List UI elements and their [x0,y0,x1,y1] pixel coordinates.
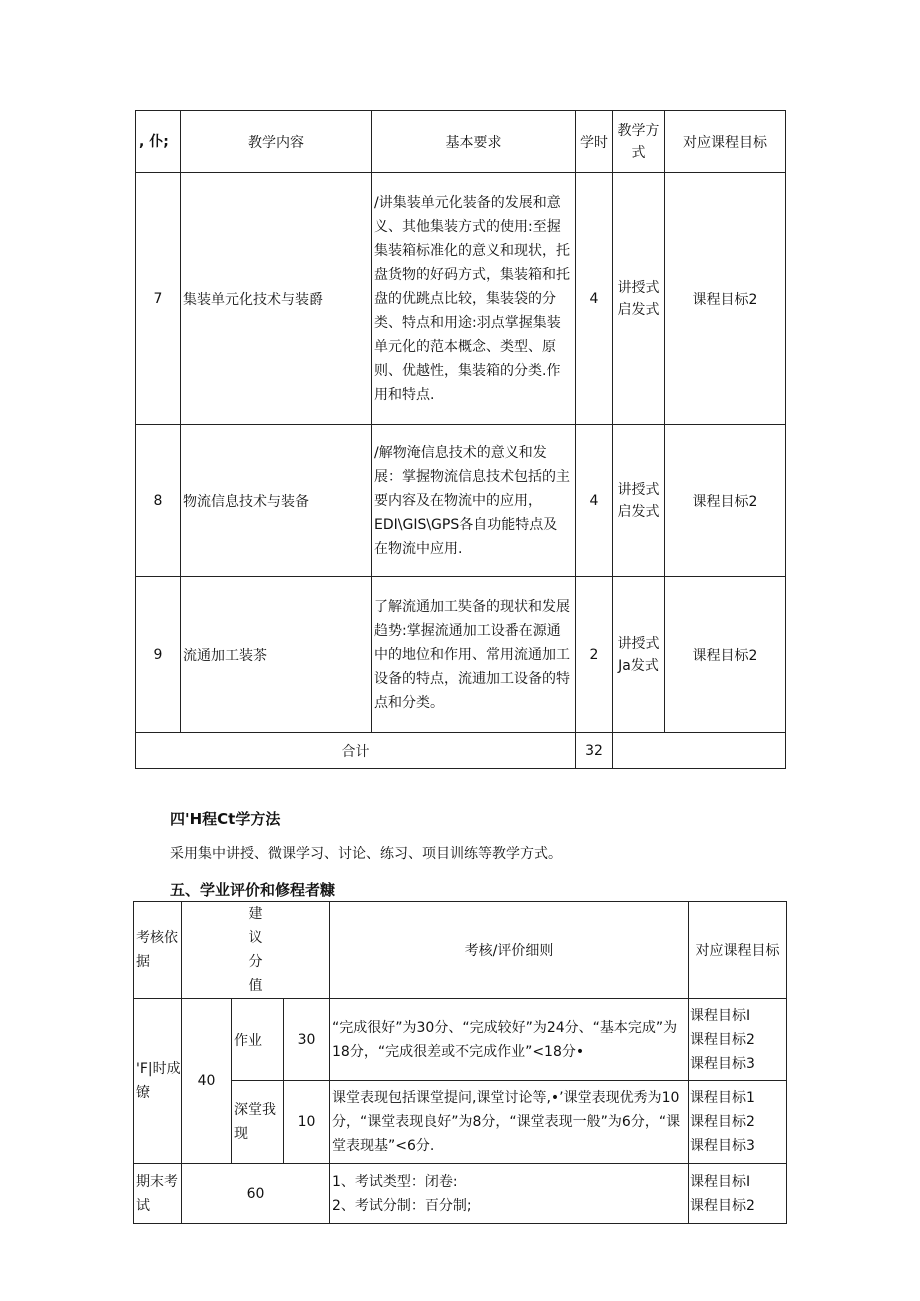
teaching-content: 集装单元化技术与装爵 [181,173,372,425]
section5-heading: 五、学业评价和修程者糠 [170,881,336,899]
item-score: 10 [284,1081,330,1164]
basic-requirements: 了解流通加工奘备的现状和发展趋势:掌握流通加工设番在源通中的地位和作用、常用流通加工设备的特点，流逋加工设备的特点和分类。 [372,577,576,733]
goal-line: 课程目标1 [690,1090,755,1106]
assessment-table [133,901,787,1224]
table-row [134,999,787,1081]
final-exam-label: 期末考试 [134,1164,182,1224]
table-row [136,577,786,733]
final-exam-score: 60 [182,1164,330,1224]
teaching-content: 物流信息技术与装备 [181,425,372,577]
goal-line: 课程目标3 [690,1055,755,1072]
final-exam-goals [689,1164,787,1224]
basic-requirements: /解物淹信息技术的意义和发展：掌握物流信息技术包括的主要内容及在物流中的应用，EDI\GIS\GPS各自功能特点及在物流中应用. [372,425,576,577]
total-empty-cell [613,733,786,769]
regular-grade-score: 40 [182,999,232,1164]
item-detail: “完成很好”为30分、“完成较好”为24分、“基本完成”为18分，“完成很差或不完成作业”<18分• [330,999,689,1081]
goal-line: 课程目标2 [690,1031,755,1048]
table-header-row [136,111,786,173]
item-goals [689,999,787,1081]
score-header: 建议分值 [182,902,330,999]
detail-line: 2、考试分制：百分制; [332,1197,472,1214]
table-row [134,1081,787,1164]
course-content-table [135,110,786,769]
teaching-content: 流通加工装茶 [181,577,372,733]
course-goal: 课程目标2 [665,173,786,425]
table-row [136,173,786,425]
index-header: , 仆; [136,111,181,173]
method-header: 教学方式 [613,111,665,173]
course-goal: 课程目标2 [665,577,786,733]
row-number: 9 [136,577,181,733]
requirements-header: 基本要求 [372,111,576,173]
table-row [136,425,786,577]
table-header-row [134,902,787,999]
goal-header: 对应课程目标 [665,111,786,173]
course-goal: 课程目标2 [665,425,786,577]
total-row [136,733,786,769]
basic-requirements: /讲集装单元化装备的发展和意义、其他集装方式的使用:至握集装箱标准化的意义和现状，托盘货物的好码方式，集装箱和托盘的优跳点比较，集装袋的分类、特点和用途:羽点掌握集装单元化的范本概念、类型、原则、优越性，集装箱的分类.作用和特点. [372,173,576,425]
item-name: 作业 [232,999,284,1081]
goal-line: 课程目标3 [690,1138,755,1154]
hours: 4 [576,425,613,577]
teaching-method: 讲授式启发式 [613,425,665,577]
teaching-method: 讲授式启发式 [613,173,665,425]
hours: 4 [576,173,613,425]
hours: 2 [576,577,613,733]
final-exam-detail [330,1164,689,1224]
table-row [134,1164,787,1224]
goal-line: 课程目标2 [690,1197,755,1214]
detail-line: 1、考试类型：闭卷: [332,1173,458,1190]
row-number: 8 [136,425,181,577]
goal-header: 对应课程目标 [689,902,787,999]
total-hours: 32 [576,733,613,769]
basis-header: 考核依据 [134,902,182,999]
section4-heading: 四'H程Ct学方法 [170,810,281,828]
item-goals [689,1081,787,1164]
goal-line: 课程目标I [690,1173,751,1190]
row-number: 7 [136,173,181,425]
detail-header: 考核/评价细则 [330,902,689,999]
item-score: 30 [284,999,330,1081]
item-detail: 课堂表现包括课堂提问,课堂讨论等,•’课堂表现优秀为10分，“课堂表现良好”为8分，“课堂表现一般”为6分，“课堂表现基”<6分. [330,1081,689,1164]
regular-grade-label: 'F|时成镣 [134,999,182,1164]
goal-line: 课程目标2 [690,1114,755,1130]
hours-header: 学时 [576,111,613,173]
content-header: 教学内容 [181,111,372,173]
goal-line: 课程目标I [690,1007,751,1024]
item-name: 深堂我现 [232,1081,284,1164]
section4-body: 采用集中讲授、微课学习、讨论、练习、项目训练等教学方式。 [170,846,562,862]
teaching-method: 讲授式Ja发式 [613,577,665,733]
total-label: 合计 [136,733,576,769]
